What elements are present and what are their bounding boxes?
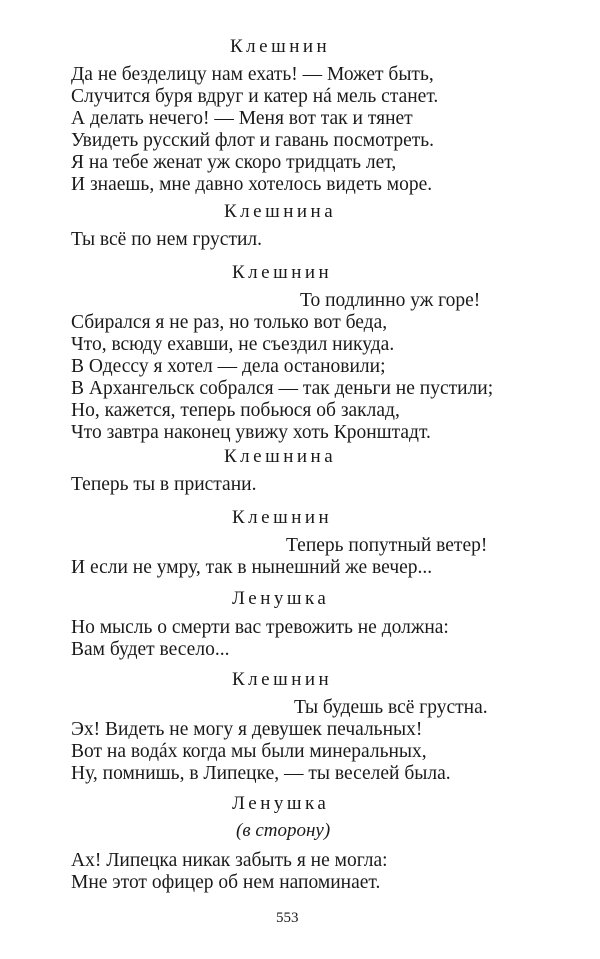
verse-line: И знаешь, мне давно хотелось видеть море. [71,174,433,195]
verse-line: Ах! Липецка никак забыть я не могла: [71,850,388,871]
stage-direction: (в сторону) [236,820,331,841]
verse-line: Вам будет весело... [71,639,230,660]
verse-line: Ну, помнишь, в Липецке, — ты веселей была. [71,763,451,784]
verse-line: Увидеть русский флот и гавань посмотреть. [71,130,435,151]
verse-line: Сбирался я не раз, но только вот беда, [71,312,388,333]
speaker-name: Клешнина [224,201,337,222]
verse-line: Ты всё по нем грустил. [71,229,263,250]
speaker-name: Ленушка [232,793,330,814]
verse-line: Что, всюду ехавши, не съездил никуда. [71,334,395,355]
speaker-name: Клешнин [230,36,331,57]
verse-line: Я на тебе женат уж скоро тридцать лет, [71,152,397,173]
speaker-name: Клешнин [232,262,333,283]
verse-line: В Архангельск собрался — так деньги не пустили; [71,378,494,399]
verse-line: Но, кажется, теперь побьюся об заклад, [71,400,400,421]
verse-line: Теперь ты в пристани. [71,474,257,495]
verse-line: А делать нечего! — Меня вот так и тянет [71,108,413,129]
verse-line-indented: То подлинно уж горе! [300,290,481,311]
verse-line-indented: Ты будешь всё грустна. [294,697,488,718]
page-number: 553 [276,910,299,926]
speaker-name: Клешнина [224,446,337,467]
speaker-name: Клешнин [232,507,333,528]
verse-line: Что завтра наконец увижу хоть Кронштадт. [71,422,431,443]
verse-line: В Одессу я хотел — дела остановили; [71,356,386,377]
verse-line: Вот на водáх когда мы были минеральных, [71,741,427,762]
verse-line-indented: Теперь попутный ветер! [286,535,488,556]
verse-line: Мне этот офицер об нем напоминает. [71,872,381,893]
speaker-name: Клешнин [232,669,333,690]
verse-line: И если не умру, так в нынешний же вечер... [71,557,433,578]
verse-line: Но мысль о смерти вас тревожить не должна: [71,617,449,638]
verse-line: Да не безделицу нам ехать! — Может быть, [71,64,434,85]
verse-line: Случится буря вдруг и катер нá мель станет. [71,86,439,107]
speaker-name: Ленушка [232,588,330,609]
verse-line: Эх! Видеть не могу я девушек печальных! [71,719,423,740]
